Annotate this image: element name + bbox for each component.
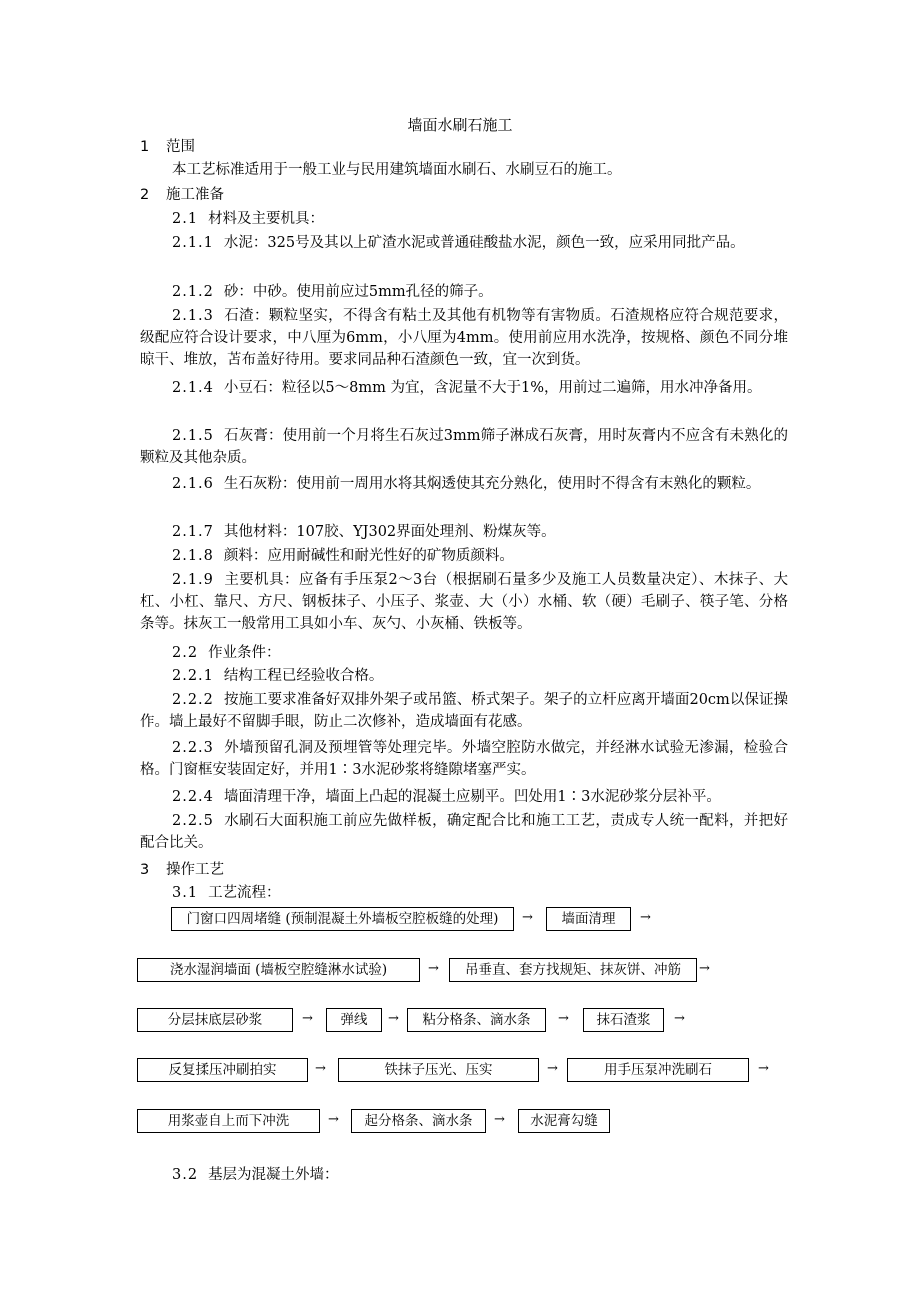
item-2-1-3	[140, 305, 788, 371]
item-3-1	[172, 882, 281, 904]
item-text: 石渣：颗粒坚实，不得含有粘土及其他有机物等有害物质。石渣规格应符合规范要求，级配应符合设计要求，中八厘为6mm，小八厘为4mm。使用前应用水洗净，按规格、颜色不同分堆晾干、堆放，苫布盖好待用。要求同品种石渣颜色一致，宜一次到货。	[140, 308, 788, 368]
item-number: 2.1.8	[172, 548, 214, 564]
item-2-2	[172, 642, 281, 664]
flow-step-chalk-line: 弹线	[326, 1008, 382, 1032]
item-2-2-1	[140, 665, 788, 687]
item-number: 2.1.4	[172, 380, 214, 396]
section-3-heading	[140, 859, 224, 881]
item-text: 基层为混凝土外墙：	[208, 1167, 339, 1183]
flow-arrow: →	[758, 1061, 769, 1076]
item-text: 按施工要求准备好双排外架子或吊篮、桥式架子。架子的立杆应离开墙面20cm以保证操作。墙上最好不留脚手眼，防止二次修补，造成墙面有花感。	[140, 692, 788, 730]
flow-step-plumb-square: 吊垂直、套方找规矩、抹灰饼、冲筋	[449, 958, 697, 982]
item-text: 砂：中砂。使用前应过5mm孔径的筛子。	[223, 284, 493, 300]
section-title: 施工准备	[166, 187, 224, 203]
flow-arrow: →	[547, 1061, 558, 1076]
item-number: 2.1.9	[172, 572, 214, 588]
item-number: 2.2	[172, 645, 199, 661]
item-2-2-4	[140, 786, 788, 808]
item-text: 作业条件：	[208, 645, 281, 661]
flow-arrow: →	[428, 961, 439, 976]
section-number: 1	[140, 139, 150, 155]
flow-step-pump-wash: 用手压泵冲洗刷石	[567, 1058, 749, 1082]
item-text: 颜料：应用耐碱性和耐光性好的矿物质颜料。	[223, 548, 514, 564]
item-number: 2.1	[172, 211, 199, 227]
item-number: 2.2.2	[172, 692, 214, 708]
item-2-1	[172, 208, 324, 230]
item-number: 2.1.3	[172, 308, 214, 324]
flow-arrow: →	[522, 910, 533, 925]
item-text: 石灰膏：使用前一个月将生石灰过3mm筛子淋成石灰膏，用时灰膏内不应含有未熟化的颗粒及其他杂质。	[140, 428, 788, 466]
flow-step-stone-slurry: 抹石渣浆	[583, 1008, 664, 1032]
item-2-1-2	[140, 281, 788, 303]
section-number: 2	[140, 187, 150, 203]
item-number: 3.1	[172, 885, 199, 901]
item-number: 2.2.3	[172, 740, 214, 756]
flow-arrow: →	[699, 961, 710, 976]
section-title: 范围	[166, 139, 195, 155]
document-title: 墙面水刷石施工	[407, 116, 513, 134]
flow-arrow: →	[494, 1112, 505, 1127]
item-3-2	[172, 1164, 339, 1186]
item-2-2-5	[140, 810, 788, 854]
item-text: 墙面清理干净，墙面上凸起的混凝土应剔平。凹处用1∶3水泥砂浆分层补平。	[223, 789, 721, 805]
section-number: 3	[140, 862, 150, 878]
flow-step-attach-strips: 粘分格条、滴水条	[407, 1008, 546, 1032]
flow-step-knead-press: 反复揉压冲刷拍实	[137, 1058, 308, 1082]
section-1-text: 本工艺标准适用于一般工业与民用建筑墙面水刷石、水刷豆石的施工。	[172, 162, 622, 178]
item-text: 结构工程已经验收合格。	[223, 668, 384, 684]
item-text: 小豆石：粒径以5～8mm 为宜，含泥量不大于1%，用前过二遍筛，用水冲净备用。	[223, 380, 762, 396]
item-text: 生石灰粉：使用前一周用水将其焖透使其充分熟化，使用时不得含有末熟化的颗粒。	[223, 476, 761, 492]
flow-arrow: →	[388, 1011, 399, 1026]
item-text: 外墙预留孔洞及预埋管等处理完毕。外墙空腔防水做完，并经淋水试验无渗漏，检验合格。门窗框安装固定好，并用1∶3水泥砂浆将缝隙堵塞严实。	[140, 740, 788, 778]
item-number: 2.2.5	[172, 813, 214, 829]
item-2-1-1	[140, 232, 788, 254]
item-number: 2.1.6	[172, 476, 214, 492]
item-text: 水刷石大面积施工前应先做样板，确定配合比和施工工艺，责成专人统一配料，并把好配合比关。	[140, 813, 788, 851]
item-2-1-6	[140, 473, 788, 495]
item-number: 2.1.7	[172, 524, 214, 540]
item-2-1-9	[140, 569, 788, 635]
item-number: 2.2.4	[172, 789, 214, 805]
item-number: 3.2	[172, 1167, 199, 1183]
flow-step-wet-wall: 浇水湿润墙面 (墙板空腔缝淋水试验)	[137, 958, 420, 982]
item-2-2-2	[140, 689, 788, 733]
flow-step-seal-gaps: 门窗口四周堵缝 (预制混凝土外墙板空腔板缝的处理)	[171, 907, 514, 931]
item-2-2-3	[140, 737, 788, 781]
item-number: 2.1.1	[172, 235, 214, 251]
flow-step-point-joints: 水泥膏勾缝	[518, 1109, 610, 1133]
flow-arrow: →	[302, 1011, 313, 1026]
section-2-heading	[140, 184, 224, 206]
flow-step-clean-wall: 墙面清理	[546, 907, 631, 931]
flow-arrow: →	[674, 1011, 685, 1026]
flow-arrow: →	[558, 1011, 569, 1026]
item-number: 2.2.1	[172, 668, 214, 684]
item-number: 2.1.2	[172, 284, 214, 300]
item-text: 工艺流程：	[208, 885, 281, 901]
flow-step-remove-strips: 起分格条、滴水条	[351, 1109, 486, 1133]
item-text: 材料及主要机具：	[208, 211, 325, 227]
item-text: 水泥：325号及其以上矿渣水泥或普通硅酸盐水泥，颜色一致，应采用同批产品。	[223, 235, 745, 251]
flow-step-pot-rinse: 用浆壶自上而下冲洗	[137, 1109, 320, 1133]
flow-arrow: →	[328, 1112, 339, 1127]
flow-step-base-mortar: 分层抹底层砂浆	[137, 1008, 293, 1032]
flow-arrow: →	[315, 1061, 326, 1076]
item-number: 2.1.5	[172, 428, 214, 444]
item-text: 其他材料：107胶、YJ302界面处理剂、粉煤灰等。	[223, 524, 556, 540]
item-2-1-7	[140, 521, 788, 543]
flow-arrow: →	[640, 910, 651, 925]
item-text: 主要机具：应备有手压泵2～3台（根据刷石量多少及施工人员数量决定）、木抹子、大杠、小杠、靠尺、方尺、钢板抹子、小压子、浆壶、大（小）水桶、软（硬）毛刷子、筷子笔、分格条等。抹灰工一般常用工具如小车、灰勺、小灰桶、铁板等。	[140, 572, 788, 632]
item-2-1-4	[140, 377, 788, 399]
item-2-1-5	[140, 425, 788, 469]
section-1-heading	[140, 136, 195, 158]
flow-step-trowel-polish: 铁抹子压光、压实	[338, 1058, 539, 1082]
item-2-1-8	[140, 545, 788, 567]
section-title: 操作工艺	[166, 862, 224, 878]
